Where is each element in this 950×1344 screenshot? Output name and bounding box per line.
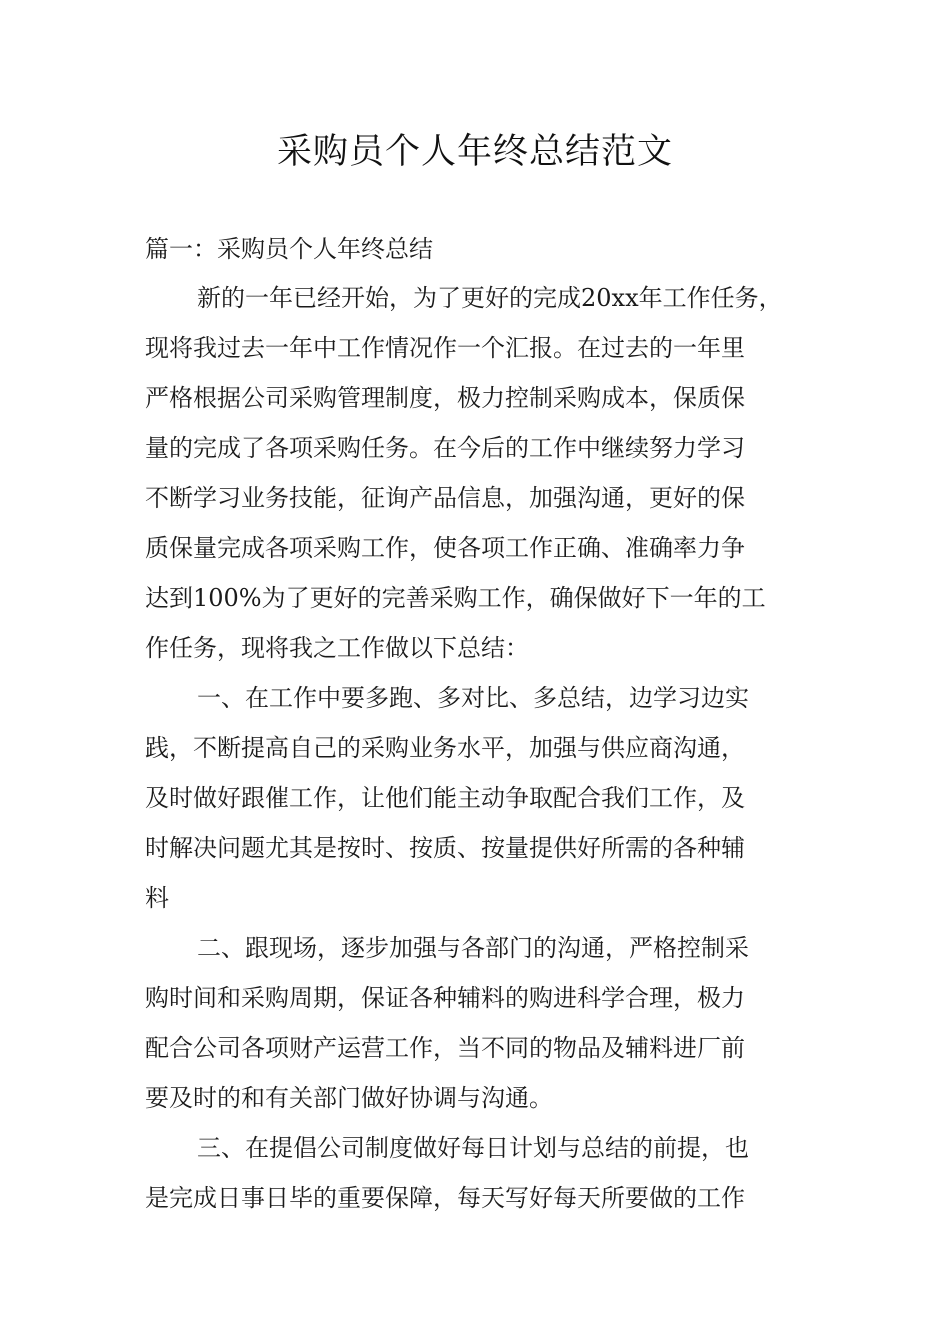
paragraph-line: 时解决问题尤其是按时、按质、按量提供好所需的各种辅 <box>145 834 745 862</box>
paragraph-line: 三、在提倡公司制度做好每日计划与总结的前提，也 <box>197 1134 749 1162</box>
paragraph-line: 质保量完成各项采购工作，使各项工作正确、准确率力争 <box>145 534 745 562</box>
paragraph-line: 不断学习业务技能，征询产品信息，加强沟通，更好的保 <box>145 484 745 512</box>
paragraph-line: 现将我过去一年中工作情况作一个汇报。在过去的一年里 <box>145 334 745 362</box>
paragraph-line: 配合公司各项财产运营工作，当不同的物品及辅料进厂前 <box>145 1034 745 1062</box>
document-body <box>145 273 825 1223</box>
paragraph-line: 一、在工作中要多跑、多对比、多总结，边学习边实 <box>197 684 749 712</box>
paragraph-point-three <box>145 1123 825 1223</box>
paragraph-line: 及时做好跟催工作，让他们能主动争取配合我们工作，及 <box>145 784 745 812</box>
paragraph-line: 要及时的和有关部门做好协调与沟通。 <box>145 1084 553 1112</box>
paragraph-line: 践，不断提高自己的采购业务水平，加强与供应商沟通， <box>145 734 745 762</box>
document-title: 采购员个人年终总结范文 <box>276 132 673 172</box>
paragraph-line: 二、跟现场，逐步加强与各部门的沟通，严格控制采 <box>197 934 749 962</box>
section-heading: 篇一：采购员个人年终总结 <box>145 235 433 263</box>
paragraph-line: 新的一年已经开始，为了更好的完成20xx年工作任务， <box>197 284 783 312</box>
paragraph-line: 作任务，现将我之工作做以下总结： <box>145 634 529 662</box>
paragraph-intro <box>145 273 825 673</box>
paragraph-line: 达到100%为了更好的完善采购工作，确保做好下一年的工 <box>145 584 766 612</box>
paragraph-line: 是完成日事日毕的重要保障，每天写好每天所要做的工作 <box>145 1184 745 1212</box>
paragraph-point-two <box>145 923 825 1123</box>
paragraph-line: 料 <box>145 884 169 912</box>
paragraph-line: 量的完成了各项采购任务。在今后的工作中继续努力学习 <box>145 434 745 462</box>
paragraph-line: 购时间和采购周期，保证各种辅料的购进科学合理，极力 <box>145 984 745 1012</box>
paragraph-line: 严格根据公司采购管理制度，极力控制采购成本，保质保 <box>145 384 745 412</box>
paragraph-point-one <box>145 673 825 923</box>
